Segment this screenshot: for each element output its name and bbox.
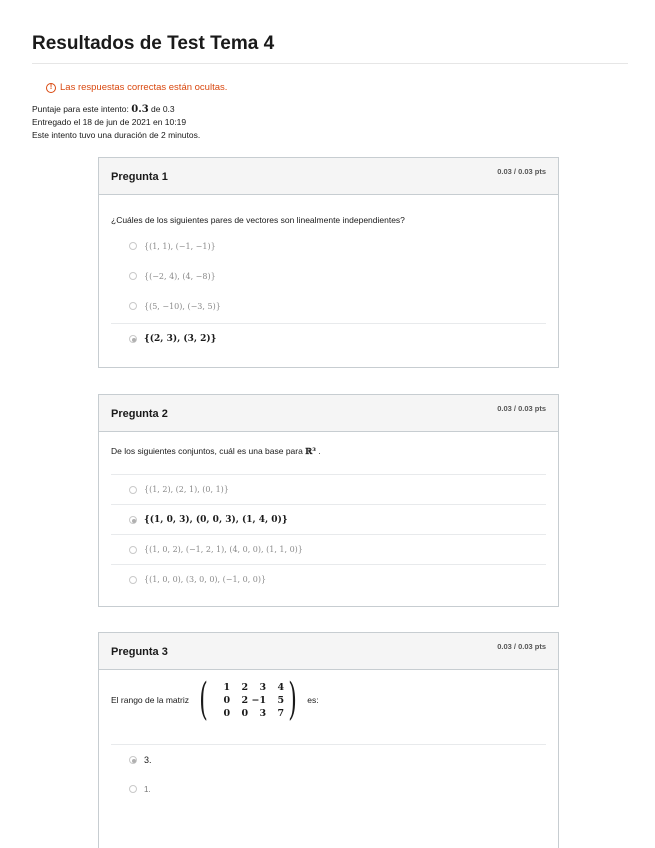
radio-button-selected[interactable] xyxy=(129,756,137,764)
matrix-cell: 0 xyxy=(241,707,249,719)
matrix-cell: 3 xyxy=(259,681,267,693)
matrix-cell: 0 xyxy=(223,707,231,719)
answer-option-selected[interactable] xyxy=(111,504,546,534)
matrix-cell: 1 xyxy=(223,681,231,693)
question-text-suffix: . xyxy=(316,446,321,456)
radio-button[interactable] xyxy=(129,576,137,584)
matrix-cell: −1 xyxy=(251,694,267,706)
page-title: Resultados de Test Tema 4 xyxy=(32,33,275,54)
question-text-prefix: El rango de la matriz xyxy=(111,695,189,705)
matrix-cell: 7 xyxy=(277,707,285,719)
question-card-2 xyxy=(98,394,559,607)
answer-text: {(−2, 4), (4, −8)} xyxy=(144,271,216,281)
question-title: Pregunta 1 xyxy=(111,171,168,183)
submitted-line: Entregado el 18 de jun de 2021 en 10:19 xyxy=(32,117,187,127)
answer-option[interactable] xyxy=(111,231,546,261)
answer-option[interactable] xyxy=(111,261,546,291)
answer-option[interactable] xyxy=(111,774,546,804)
answer-text: 1. xyxy=(144,784,151,794)
question-header xyxy=(99,633,558,670)
matrix-cell: 0 xyxy=(223,694,231,706)
question-card-3 xyxy=(98,632,559,848)
question-title: Pregunta 2 xyxy=(111,408,168,420)
alert-circle-icon: ! xyxy=(46,83,56,93)
matrix-cell: 2 xyxy=(241,681,249,693)
radio-button[interactable] xyxy=(129,242,137,250)
radio-button[interactable] xyxy=(129,272,137,280)
question-text-suffix: es: xyxy=(307,695,319,705)
radio-button[interactable] xyxy=(129,546,137,554)
answer-option[interactable] xyxy=(111,564,546,594)
answer-option-selected[interactable] xyxy=(111,323,546,353)
matrix-cell: 2 xyxy=(241,694,249,706)
question-text xyxy=(111,446,321,457)
right-paren: ) xyxy=(288,674,298,725)
duration-line: Este intento tuvo una duración de 2 minutos. xyxy=(32,130,201,140)
question-header xyxy=(99,395,558,432)
title-divider xyxy=(32,63,628,64)
question-points: 0.03 / 0.03 pts xyxy=(497,167,546,176)
attempt-meta xyxy=(32,103,200,142)
question-card-1 xyxy=(98,157,559,368)
radio-button[interactable] xyxy=(129,785,137,793)
matrix-grid xyxy=(212,682,284,719)
radio-button-selected[interactable] xyxy=(129,516,137,524)
answer-text: 3. xyxy=(144,754,152,765)
question-text-prefix: De los siguientes conjuntos, cuál es una base para xyxy=(111,446,306,456)
score-line xyxy=(32,103,200,116)
radio-button[interactable] xyxy=(129,302,137,310)
score-value: 0.3 xyxy=(131,104,149,115)
question-header xyxy=(99,158,558,195)
question-text: ¿Cuáles de los siguientes pares de vectores son linealmente independientes? xyxy=(111,215,405,225)
answer-option[interactable] xyxy=(111,291,546,321)
left-paren: ( xyxy=(199,674,208,725)
answer-option[interactable] xyxy=(111,474,546,504)
score-label: Puntaje para este intento: xyxy=(32,104,132,114)
r3-symbol: ℝ³ xyxy=(305,447,317,457)
hidden-answers-notice xyxy=(46,82,227,93)
question-text xyxy=(111,674,319,725)
notice-text: Las respuestas correctas están ocultas. xyxy=(60,82,228,93)
question-points: 0.03 / 0.03 pts xyxy=(497,404,546,413)
score-suffix: de 0.3 xyxy=(148,104,175,114)
answer-text: {(1, 0, 0), (3, 0, 0), (−1, 0, 0)} xyxy=(144,575,267,584)
answer-text: {(1, 2), (2, 1), (0, 1)} xyxy=(144,485,229,494)
radio-button[interactable] xyxy=(129,486,137,494)
question-title: Pregunta 3 xyxy=(111,646,168,658)
answer-text: {(2, 3), (3, 2)} xyxy=(144,333,217,344)
radio-button-selected[interactable] xyxy=(129,335,137,343)
answer-option[interactable] xyxy=(111,534,546,564)
answer-option-selected[interactable] xyxy=(111,744,546,774)
question-points: 0.03 / 0.03 pts xyxy=(497,642,546,651)
answer-text: {(1, 1), (−1, −1)} xyxy=(144,241,216,251)
answer-text: {(1, 0, 3), (0, 0, 3), (1, 4, 0)} xyxy=(144,514,288,525)
matrix xyxy=(195,674,301,725)
answer-text: {(1, 0, 2), (−1, 2, 1), (4, 0, 0), (1, 1, 0)} xyxy=(144,545,303,554)
matrix-cell: 5 xyxy=(277,694,285,706)
matrix-cell: 3 xyxy=(259,707,267,719)
matrix-cell: 4 xyxy=(277,681,285,693)
answer-text: {(5, −10), (−3, 5)} xyxy=(144,301,221,311)
